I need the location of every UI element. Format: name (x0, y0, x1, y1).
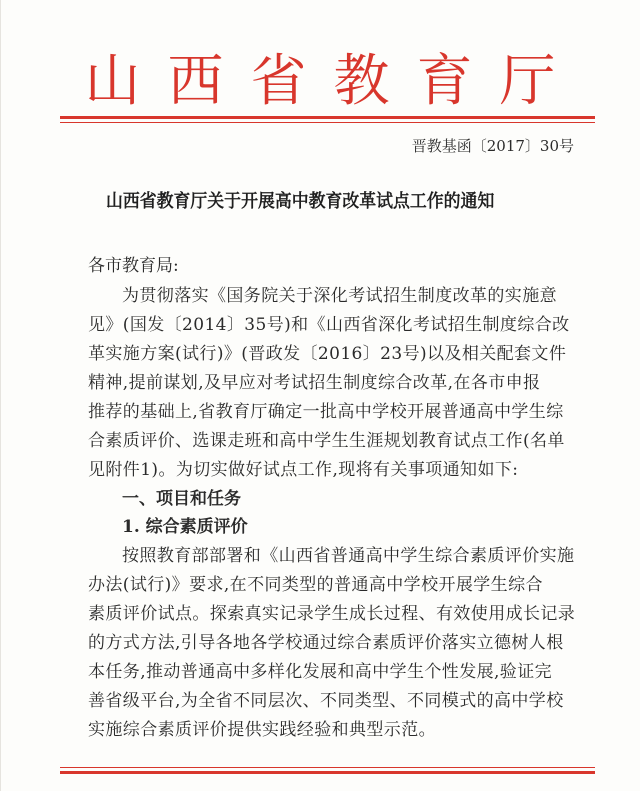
paragraph-line: 为贯彻落实《国务院关于深化考试招生制度改革的实施意 (122, 286, 557, 306)
letterhead-rule-thin (60, 122, 595, 123)
paragraph-line: 见》(国发〔2014〕35号)和《山西省深化考试招生制度综合改 (88, 315, 570, 335)
section-heading: 一、项目和任务 (122, 489, 241, 509)
footer-rule-thin (60, 767, 595, 768)
paragraph-line: 合素质评价、选课走班和高中学生生涯规划教育试点工作(名单 (88, 431, 565, 451)
paragraph-line: 本任务,推动普通高中多样化发展和高中学生个性发展,验证完 (88, 662, 553, 682)
paragraph-line: 精神,提前谋划,及早应对考试招生制度综合改革,在各市申报 (88, 373, 541, 393)
paragraph-line: 素质评价试点。探索真实记录学生成长过程、有效使用成长记录 (88, 604, 576, 624)
paragraph-line: 见附件1)。为切实做好试点工作,现将有关事项通知如下: (88, 460, 519, 480)
footer-rule-thick (60, 771, 595, 774)
letterhead-issuer: 山西省教育厅 (84, 49, 583, 114)
document-title: 山西省教育厅关于开展高中教育改革试点工作的通知 (105, 191, 495, 212)
paragraph-line: 推荐的基础上,省教育厅确定一批高中学校开展普通高中学生综 (88, 402, 564, 422)
paragraph-line: 善省级平台,为全省不同层次、不同类型、不同模式的高中学校 (88, 691, 564, 711)
paragraph-line: 实施综合素质评价提供实践经验和典型示范。 (88, 720, 436, 740)
letterhead-rule-thick (60, 116, 595, 119)
paragraph-line: 革实施方案(试行)》(晋政发〔2016〕23号)以及相关配套文件 (88, 344, 567, 364)
paragraph-line: 按照教育部部署和《山西省普通高中学生综合素质评价实施 (122, 546, 575, 566)
paragraph-line: 办法(试行)》要求,在不同类型的普通高中学校开展学生综合 (88, 575, 543, 595)
document-number: 晋教基函〔2017〕30号 (411, 137, 574, 155)
subsection-heading: 1. 综合素质评价 (122, 517, 248, 537)
salutation: 各市教育局: (88, 256, 179, 276)
paragraph-line: 的方式方法,引导各地各学校通过综合素质评价落实立德树人根 (88, 633, 564, 653)
